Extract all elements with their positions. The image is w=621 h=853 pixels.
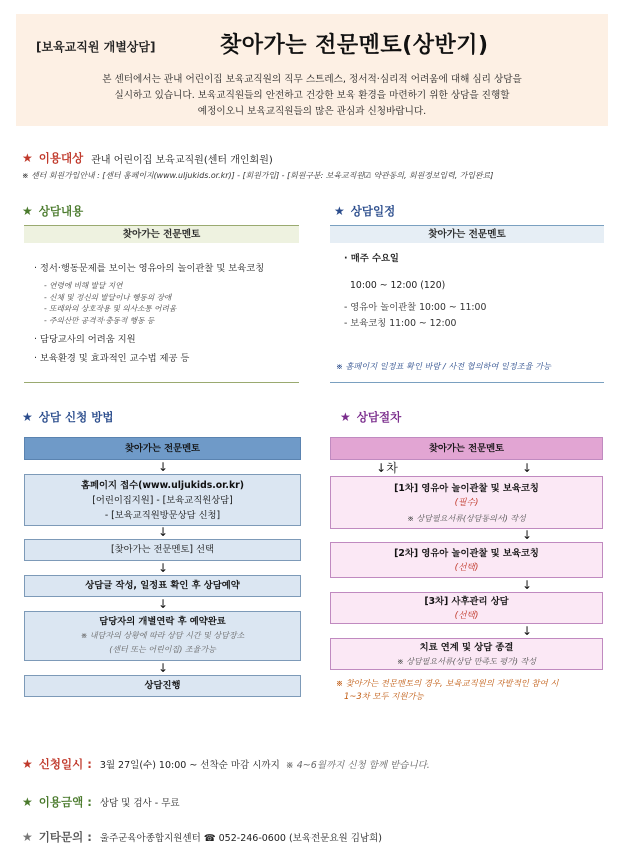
star-icon: ★ (22, 410, 33, 424)
process-note-line: ※ 찾아가는 전문멘토의 경우, 보육교직원의 자발적인 참여 시 (336, 678, 559, 688)
period-label: 신청일시 : (38, 757, 92, 771)
star-icon: ★ (334, 204, 345, 218)
content-subs (44, 280, 176, 326)
content-item: · 보육환경 및 효과적인 교수법 제공 등 (34, 353, 190, 364)
schedule-note: ※ 홈페이지 일정표 확인 바람 / 사전 협의하여 일정조율 가능 (336, 361, 551, 371)
process-note (336, 677, 558, 703)
star-icon: ★ (22, 830, 33, 844)
schedule-day: · 매주 수요일 (344, 253, 399, 264)
schedule-label: 상담일정 (350, 204, 396, 218)
process-label: 상담절차 (356, 410, 402, 424)
process-step-title: [2차] 영유아 놀이관찰 및 보육코칭 (394, 548, 539, 559)
apply-step-text: 담당자의 개별연락 후 예약완료 (99, 616, 226, 627)
content-sub: - 연령에 비해 발달 지연 (44, 281, 123, 290)
content-item-text: 담당교사의 어려움 지원 (39, 334, 136, 345)
schedule-box-title: 찾아가는 전문멘토 (330, 225, 604, 243)
header-description (30, 72, 594, 120)
process-step-optional: (선택) (454, 611, 479, 621)
process-step (330, 638, 603, 670)
process-step (330, 592, 603, 624)
fee-label: 이용금액 : (38, 795, 92, 809)
process-step-title: 치료 연계 및 상담 종결 (419, 642, 514, 653)
arrow-down-icon: ↓ (157, 661, 169, 675)
apply-step (24, 539, 301, 561)
period-text: 3월 27일(수) 10:00 ~ 선착순 마감 시까지 (99, 760, 280, 771)
apply-step-text: 홈페이지 접수(www.uljukids.or.kr) (81, 480, 244, 491)
process-step-required: (필수) (454, 498, 479, 508)
process-step-title: [1차] 영유아 놀이관찰 및 보육코칭 (394, 483, 539, 494)
process-section (340, 409, 401, 425)
content-item-text: 보육환경 및 효과적인 교수법 제공 등 (39, 353, 190, 364)
process-step (330, 476, 603, 529)
desc-line: 본 센터에서는 관내 어린이집 보육교직원의 직무 스트레스, 정서적·심리적 어려움에 대해 심리 상담을 (102, 74, 522, 85)
desc-line: 예정이오니 보육교직원들의 많은 관심과 신청바랍니다. (197, 106, 427, 117)
content-sub: - 신체 및 정신의 발달이나 행동의 장애 (44, 292, 172, 302)
arrow-down-icon: ↓ (521, 624, 533, 638)
apply-step-text: - [보육교직원방문상담 신청] (104, 510, 221, 521)
star-icon: ★ (22, 204, 33, 218)
arrow-down-icon: ↓ (521, 528, 533, 542)
apply-step-text: [찾아가는 전문멘토] 선택 (111, 544, 214, 555)
process-step-optional: (선택) (454, 563, 479, 573)
content-item-text: 정서·행동문제를 보이는 영유아의 놀이관찰 및 보육코칭 (39, 263, 265, 274)
period-row (22, 756, 430, 772)
arrow-down-icon: ↓ (521, 578, 533, 592)
content-sub: - 주의산만 공격적·충동적 행동 등 (44, 315, 155, 325)
content-box-title: 찾아가는 전문멘토 (24, 225, 299, 243)
apply-step-text: 상담글 작성, 일정표 확인 후 상담예약 (85, 580, 240, 591)
apply-step (24, 611, 301, 661)
apply-step-text: 상담진행 (144, 680, 181, 691)
arrow-down-icon: ↓ (157, 460, 169, 474)
contact-text: 울주군육아종합지원센터 ☎ 052-246-0600 (보육전문요원 김남희) (99, 833, 382, 844)
apply-head: 찾아가는 전문멘토 (24, 437, 301, 460)
process-head: 찾아가는 전문멘토 (330, 437, 603, 460)
target-section (22, 150, 273, 166)
apply-section (22, 409, 113, 425)
apply-step-note: ※ 내담자의 상황에 따라 상담 시간 및 상담장소 (80, 631, 245, 640)
star-icon: ★ (22, 151, 33, 165)
content-box-bottom (24, 382, 299, 383)
process-step-note: ※ 상담필요서류(상담 만족도 평가) 작성 (396, 657, 537, 666)
apply-label: 상담 신청 방법 (38, 410, 114, 424)
target-label: 이용대상 (38, 151, 84, 165)
content-item: · 정서·행동문제를 보이는 영유아의 놀이관찰 및 보육코칭 (34, 263, 265, 274)
apply-step-note: (센터 또는 어린이집) 조율가능 (109, 645, 216, 654)
process-note-line: 1~3차 모두 지원가능 (344, 691, 424, 701)
contact-label: 기타문의 : (38, 830, 92, 844)
header-tag: [보육교직원 개별상담] (36, 40, 156, 54)
fee-row (22, 794, 180, 810)
schedule-sub: - 보육코칭 11:00 ~ 12:00 (344, 318, 457, 329)
apply-step (24, 474, 301, 526)
process-step (330, 542, 603, 578)
arrow-down-icon: ↓차 (376, 461, 398, 475)
process-step-note: ※ 상담필요서류(상담동의서) 작성 (407, 514, 526, 523)
page-title: 찾아가는 전문멘토(상반기) (220, 33, 489, 58)
apply-step (24, 575, 301, 597)
period-note: ※ 4~6월까지 신청 함께 받습니다. (285, 760, 430, 771)
schedule-sub: - 영유아 놀이관찰 10:00 ~ 11:00 (344, 302, 487, 313)
schedule-box-bottom (330, 382, 604, 383)
star-icon: ★ (22, 757, 33, 771)
target-note: ※ 센터 회원가입안내 : [센터 홈페이지(www.uljukids.or.kr)] - [회원가입] - [회원구분: 보육교직원☑ 약관동의, 회원정보입력, 가입완료] (22, 171, 494, 180)
arrow-down-icon: ↓ (157, 561, 169, 575)
schedule-time: 10:00 ~ 12:00 (120) (350, 280, 446, 291)
content-sub: - 또래와의 상호작용 및 의사소통 어려움 (44, 304, 177, 313)
target-text: 관내 어린이집 보육교직원(센터 개인회원) (91, 154, 273, 166)
star-icon: ★ (22, 795, 33, 809)
contact-row (22, 829, 382, 845)
apply-step (24, 675, 301, 697)
apply-step-text: [어린이집지원] - [보육교직원상담] (92, 495, 233, 506)
content-section (22, 203, 83, 219)
star-icon: ★ (340, 410, 351, 424)
arrow-down-icon: ↓ (157, 525, 169, 539)
fee-text: 상담 및 검사 - 무료 (99, 798, 180, 809)
arrow-down-icon: ↓ (157, 597, 169, 611)
content-item: · 담당교사의 어려움 지원 (34, 334, 136, 345)
desc-line: 실시하고 있습니다. 보육교직원들의 안전하고 건강한 보육 환경을 마련하기 위한 상담을 진행할 (114, 90, 510, 101)
schedule-section (334, 203, 395, 219)
arrow-down-icon: ↓ (521, 461, 533, 475)
content-label: 상담내용 (38, 204, 84, 218)
process-step-title: [3차] 사후관리 상담 (424, 596, 509, 607)
